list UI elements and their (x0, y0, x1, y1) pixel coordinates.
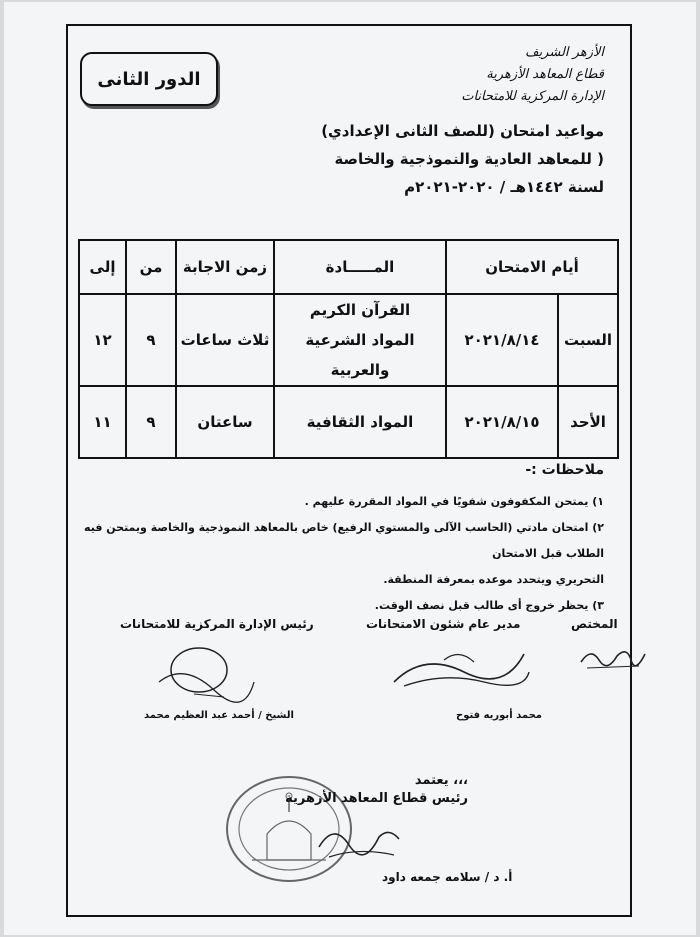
row-duration: ساعتان (176, 386, 274, 458)
specialist-signature (579, 642, 649, 672)
head-signature (154, 642, 264, 702)
subject-line: المواد الشرعية والعربية (305, 331, 415, 379)
row-date: ٢٠٢١/٨/١٥ (446, 386, 558, 458)
row-from: ٩ (126, 294, 176, 386)
institution-header (444, 42, 604, 108)
subject-line: المواد الثقافية (306, 413, 414, 431)
row-to: ١٢ (79, 294, 126, 386)
row-from: ٩ (126, 386, 176, 458)
header-subject: المـــــادة (274, 240, 446, 294)
header-days: أيام الامتحان (446, 240, 618, 294)
head-name: الشيخ / أحمد عبد العظيم محمد (144, 710, 294, 721)
subject-line: القرآن الكريم (309, 301, 411, 319)
approval-signature (314, 817, 404, 862)
table-row (79, 294, 618, 386)
specialist-title: المختص (571, 617, 618, 631)
note-item: ٢) امتحان مادتي (الحاسب الآلى والمستوي الرفيع) خاص بالمعاهد النموذجية والخاصة ويمتحن فيه الطلاب قبل الامتحان (84, 521, 604, 560)
notes-section (84, 457, 604, 619)
note-item: ١) يمتحن المكفوفون شفويًا في المواد المقررة عليهم . (304, 495, 604, 508)
note-item: التحريري ويتحدد موعده بمعرفة المنطقة. (383, 573, 604, 586)
notes-heading: ملاحظات :- (525, 462, 604, 478)
header-line-1: الأزهر الشريف (525, 45, 604, 60)
approval-label: يعتمد ،،، (414, 773, 468, 788)
title-line-1: مواعيد امتحان (للصف الثانى الإعدادي) (321, 122, 604, 140)
row-to: ١١ (79, 386, 126, 458)
header-line-3: الإدارة المركزية للامتحانات (461, 89, 604, 104)
row-subject (274, 294, 446, 386)
header-to: إلى (79, 240, 126, 294)
document-page (4, 2, 696, 935)
round-label: الدور الثانى (97, 68, 201, 90)
head-title: رئيس الإدارة المركزية للامتحانات (120, 617, 314, 631)
title-line-2: للمعاهد العادية والنموذجية والخاصة ) (334, 150, 604, 168)
row-day: الأحد (558, 386, 618, 458)
title-line-3: لسنة ١٤٤٢هـ / ٢٠٢٠-٢٠٢١م (404, 178, 604, 196)
header-line-2: قطاع المعاهد الأزهرية (486, 67, 604, 82)
manager-name: محمد أبوريه فتوح (456, 710, 542, 721)
note-item: ٣) يحظر خروج أى طالب قبل نصف الوقت. (374, 599, 604, 612)
row-subject (274, 386, 446, 458)
manager-title: مدير عام شئون الامتحانات (366, 617, 521, 631)
row-date: ٢٠٢١/٨/١٤ (446, 294, 558, 386)
document-title (204, 117, 604, 201)
row-duration: ثلاث ساعات (176, 294, 274, 386)
header-from: من (126, 240, 176, 294)
approval-name: أ. د / سلامه جمعه داود (382, 870, 513, 884)
exam-schedule-table (78, 239, 619, 459)
manager-signature (384, 642, 534, 692)
row-day: السبت (558, 294, 618, 386)
round-label-box (80, 52, 218, 106)
header-duration: زمن الاجابة (176, 240, 274, 294)
approval-block (285, 772, 468, 808)
table-row (79, 386, 618, 458)
approval-title: رئيس قطاع المعاهد الأزهرية (285, 791, 468, 806)
table-header-row (79, 240, 618, 294)
